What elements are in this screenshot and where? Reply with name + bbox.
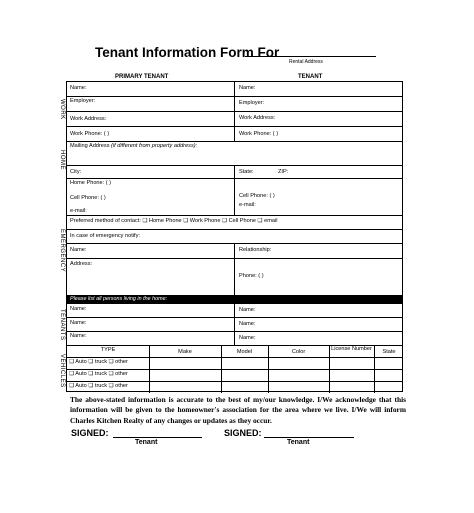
primary-email-label[interactable]: e-mail: [70,208,87,214]
signature-line-1[interactable] [113,437,202,438]
mailing-address-label[interactable] [70,144,197,150]
vehicle-1-type-options[interactable]: ❑ Auto ❑ truck ❑ other [69,359,128,365]
emergency-notify-label[interactable]: In case of emergency notify: [70,233,140,239]
vehicle-2-type-options[interactable]: ❑ Auto ❑ truck ❑ other [69,371,128,377]
emergency-address-label[interactable]: Address: [70,261,93,267]
vehicle-color-header: Color [291,349,306,355]
primary-tenant-header: PRIMARY TENANT [115,74,169,80]
zip-label[interactable]: ZIP: [278,169,289,175]
relationship-label[interactable]: Relationship: [239,247,272,253]
primary-work-phone-label[interactable]: Work Phone: ( ) [70,131,110,137]
occupant-5-name-label[interactable]: Name: [70,333,87,339]
vehicle-make-header: Make [178,349,192,355]
section-label-emergency: EMERGENCY [59,229,65,273]
tenant-form [66,81,403,392]
primary-home-phone-label[interactable]: Home Phone: ( ) [70,180,112,186]
signed-label-2: SIGNED: [224,428,262,438]
city-label[interactable]: City: [70,169,82,175]
vehicle-3-type-options[interactable]: ❑ Auto ❑ truck ❑ other [69,383,128,389]
vehicle-license-header: License Number [331,346,372,352]
tenant-name-label[interactable]: Name: [239,85,256,91]
state-label[interactable]: State: [239,169,254,175]
signed-label-1: SIGNED: [71,428,109,438]
primary-employer-label[interactable]: Employer: [70,98,96,104]
vehicle-model-header: Model [236,349,253,355]
section-label-home: HOME [59,150,65,170]
rental-address-caption: Rental Address [289,59,323,65]
vehicle-state-header: State [382,349,396,355]
rental-address-line[interactable] [245,56,376,57]
emergency-name-label[interactable]: Name: [70,247,87,253]
occupant-6-name-label[interactable]: Name: [239,335,256,341]
tenant-cell-phone-label[interactable]: Cell Phone: ( ) [239,193,275,199]
acknowledgement-note: The above-stated information is accurate to the best of my/our knowledge. I/We acknowledge that this information will be given to the homeowner's association for the area where we live. I/We will inform Charles Kitchen Realty of any changes or updates as they occur. [70,395,406,425]
primary-cell-phone-label[interactable]: Cell Phone: ( ) [70,195,106,201]
tenant-employer-label[interactable]: Employer: [239,100,265,106]
vehicle-type-header: TYPE [100,347,116,353]
mailing-address-text: Mailing Address [70,143,112,149]
primary-work-address-label[interactable]: Work Address: [70,116,107,122]
form-title: Tenant Information Form For [95,45,280,60]
tenant-work-phone-label[interactable]: Work Phone: ( ) [239,131,279,137]
mailing-address-note: (if different from property address): [111,143,198,149]
section-label-vehicles: VEHICLES [59,354,65,388]
emergency-phone-label[interactable]: Phone: ( ) [239,273,264,279]
tenant-work-address-label[interactable]: Work Address: [239,115,276,121]
tenant-header: TENANT [298,74,323,80]
occupant-2-name-label[interactable]: Name: [239,307,256,313]
signature-line-2[interactable] [264,437,354,438]
section-label-work: WORK [59,99,65,120]
preferred-contact-options[interactable]: Preferred method of contact: ❑ Home Phone ❑ Work Phone ❑ Cell Phone ❑ email [70,218,278,224]
occupant-3-name-label[interactable]: Name: [70,320,87,326]
occupant-4-name-label[interactable]: Name: [239,321,256,327]
signature-tenant-label-2: Tenant [287,439,310,446]
primary-name-label[interactable]: Name: [70,85,87,91]
list-persons-banner: Please list all persons living in the home: [67,295,402,303]
tenant-email-label[interactable]: e-mail: [239,202,256,208]
section-label-tenants: TENANTS [59,309,65,341]
occupant-1-name-label[interactable]: Name: [70,306,87,312]
signature-tenant-label-1: Tenant [135,439,158,446]
